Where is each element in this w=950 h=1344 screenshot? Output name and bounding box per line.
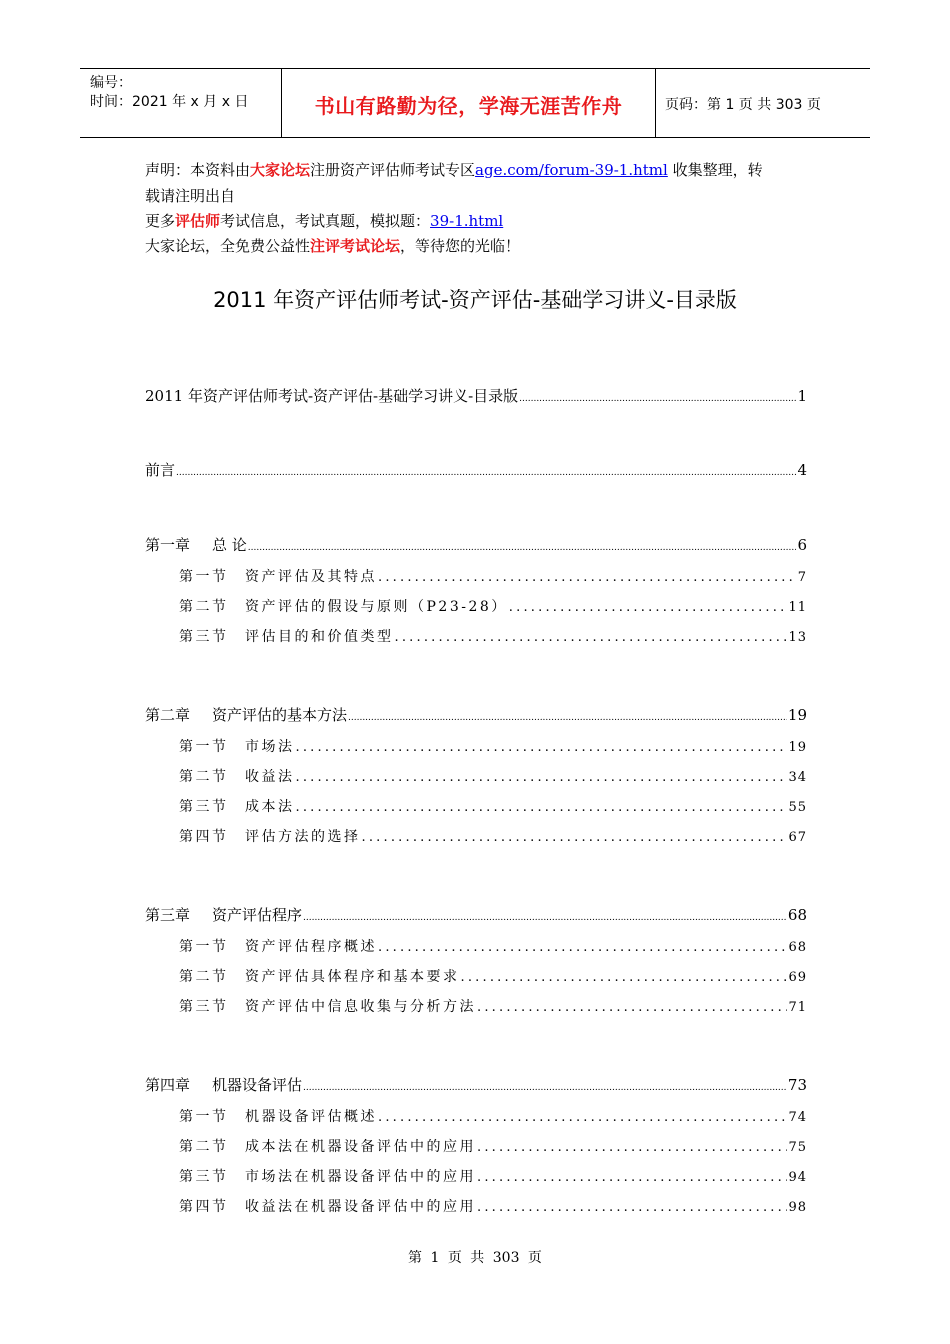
toc-page-number: 34 bbox=[788, 770, 807, 785]
toc-entry-title bbox=[179, 1136, 476, 1156]
toc-section-number: 第三节 bbox=[179, 799, 229, 815]
toc-section-entry[interactable] bbox=[179, 566, 807, 586]
toc-entry-label: 资产评估具体程序和基本要求 bbox=[245, 969, 460, 985]
toc-leader-dots bbox=[477, 1170, 787, 1185]
toc-entry-title bbox=[179, 996, 476, 1016]
toc-leader-dots bbox=[296, 740, 788, 755]
toc-section-entry[interactable] bbox=[179, 796, 807, 816]
document-title: 2011 年资产评估师考试-资产评估-基础学习讲义-目录版 bbox=[213, 288, 737, 312]
toc-entry-title bbox=[179, 966, 460, 986]
notice-text: 考试信息，考试真题，模拟题： bbox=[220, 212, 431, 230]
toc-entry-label: 成本法 bbox=[245, 799, 295, 815]
toc-leader-dots bbox=[519, 394, 796, 404]
page-footer: 第 1 页 共 303 页 bbox=[408, 1250, 542, 1266]
toc-leader-dots bbox=[378, 570, 797, 585]
toc-chapter-entry[interactable] bbox=[145, 385, 807, 406]
toc-entry-title bbox=[179, 1166, 476, 1186]
toc-section-entry[interactable] bbox=[179, 766, 807, 786]
toc-leader-dots bbox=[395, 630, 788, 645]
toc-section-entry[interactable] bbox=[179, 1196, 807, 1216]
toc-entry-label: 机器设备评估概述 bbox=[245, 1109, 377, 1125]
toc-page-number: 75 bbox=[788, 1140, 807, 1155]
toc-entry-title bbox=[145, 904, 302, 925]
toc-section-number: 第二节 bbox=[179, 599, 229, 615]
toc-entry-title bbox=[179, 1196, 476, 1216]
notice-line-4 bbox=[145, 234, 810, 258]
toc-section-number: 第一节 bbox=[179, 1109, 229, 1125]
toc-page-number: 11 bbox=[788, 600, 807, 615]
toc-page-number: 71 bbox=[788, 1000, 807, 1015]
toc-entry-label: 成本法在机器设备评估中的应用 bbox=[245, 1139, 476, 1155]
toc-section-number: 第二节 bbox=[179, 969, 229, 985]
toc-entry-label: 资产评估的基本方法 bbox=[212, 706, 348, 724]
toc-page-number: 98 bbox=[788, 1200, 807, 1215]
toc-leader-dots bbox=[296, 770, 788, 785]
header-page-info: 页码：第 1 页 共 303 页 bbox=[665, 97, 821, 113]
toc-leader-dots bbox=[477, 1200, 787, 1215]
toc-entry-label: 市场法在机器设备评估中的应用 bbox=[245, 1169, 476, 1185]
document-header bbox=[80, 68, 870, 138]
toc-section-entry[interactable] bbox=[179, 1136, 807, 1156]
toc-entry-label: 机器设备评估 bbox=[212, 1076, 303, 1094]
toc-entry-title bbox=[179, 596, 508, 616]
notice-line-3 bbox=[145, 209, 810, 233]
toc-section-number: 第四节 bbox=[179, 829, 229, 845]
toc-entry-label: 收益法 bbox=[245, 769, 295, 785]
toc-page-number: 7 bbox=[797, 570, 807, 585]
toc-page-number: 1 bbox=[797, 387, 807, 405]
toc-entry-label: 前言 bbox=[145, 461, 176, 479]
toc-section-entry[interactable] bbox=[179, 1166, 807, 1186]
toc-leader-dots bbox=[303, 1083, 787, 1093]
toc-section-entry[interactable] bbox=[179, 996, 807, 1016]
toc-chapter-entry[interactable] bbox=[145, 704, 807, 725]
toc-entry-title bbox=[179, 936, 377, 956]
toc-leader-dots bbox=[461, 970, 788, 985]
toc-page-number: 19 bbox=[788, 740, 807, 755]
toc-section-entry[interactable] bbox=[179, 826, 807, 846]
toc-entry-label: 资产评估程序概述 bbox=[245, 939, 377, 955]
toc-entry-label: 2011 年资产评估师考试-资产评估-基础学习讲义-目录版 bbox=[145, 387, 519, 405]
toc-page-number: 67 bbox=[788, 830, 807, 845]
toc-page-number: 19 bbox=[787, 706, 807, 724]
toc-entry-label: 总 论 bbox=[212, 536, 247, 554]
toc-section-entry[interactable] bbox=[179, 626, 807, 646]
number-label: 编号： bbox=[90, 75, 132, 91]
toc-leader-dots bbox=[348, 713, 787, 723]
toc-chapter-entry[interactable] bbox=[145, 459, 807, 480]
toc-chapter-entry[interactable] bbox=[145, 1074, 807, 1095]
toc-section-number: 第一节 bbox=[179, 569, 229, 585]
toc-leader-dots bbox=[362, 830, 788, 845]
toc-leader-dots bbox=[176, 468, 796, 478]
toc-leader-dots bbox=[296, 800, 788, 815]
toc-section-entry[interactable] bbox=[179, 936, 807, 956]
header-meta-cell bbox=[80, 69, 282, 137]
toc-entry-title bbox=[145, 704, 347, 725]
toc-entry-title bbox=[179, 766, 295, 786]
exam-link[interactable]: 39-1.html bbox=[430, 212, 504, 230]
exam-highlight: 评估师 bbox=[175, 212, 221, 230]
toc-entry-label: 资产评估程序 bbox=[212, 906, 303, 924]
toc-entry-label: 收益法在机器设备评估中的应用 bbox=[245, 1199, 476, 1215]
toc-entry-title bbox=[145, 459, 175, 480]
toc-section-number: 第三节 bbox=[179, 999, 229, 1015]
header-page-cell bbox=[656, 69, 870, 137]
toc-entry-label: 评估方法的选择 bbox=[245, 829, 361, 845]
toc-section-number: 第二节 bbox=[179, 1139, 229, 1155]
toc-leader-dots bbox=[378, 1110, 787, 1125]
toc-entry-title bbox=[145, 1074, 302, 1095]
toc-page-number: 68 bbox=[788, 940, 807, 955]
toc-entry-label: 评估目的和价值类型 bbox=[245, 629, 394, 645]
toc-leader-dots bbox=[303, 913, 787, 923]
header-motto: 书山有路勤为径，学海无涯苦作舟 bbox=[314, 94, 623, 118]
toc-section-number: 第四节 bbox=[179, 1199, 229, 1215]
toc-entry-title bbox=[145, 385, 518, 406]
toc-page-number: 13 bbox=[788, 630, 807, 645]
toc-entry-title bbox=[179, 796, 295, 816]
header-motto-cell bbox=[282, 69, 656, 137]
toc-page-number: 69 bbox=[788, 970, 807, 985]
toc-entry-label: 资产评估及其特点 bbox=[245, 569, 377, 585]
toc-chapter-number: 第二章 bbox=[145, 706, 191, 724]
time-label: 时间：2021 年 x 月 x 日 bbox=[90, 94, 249, 110]
toc-chapter-number: 第一章 bbox=[145, 536, 191, 554]
toc-section-number: 第一节 bbox=[179, 739, 229, 755]
toc-page-number: 73 bbox=[787, 1076, 807, 1094]
toc-entry-label: 市场法 bbox=[245, 739, 295, 755]
toc-chapter-entry[interactable] bbox=[145, 904, 807, 925]
toc-section-entry[interactable] bbox=[179, 1106, 807, 1126]
notice-text: 声明：本资料由 bbox=[145, 161, 251, 179]
toc-entry-title bbox=[179, 826, 361, 846]
toc-page-number: 68 bbox=[787, 906, 807, 924]
toc-section-entry[interactable] bbox=[179, 736, 807, 756]
toc-entry-title bbox=[145, 534, 247, 555]
notice-text: 载请注明出自 bbox=[145, 187, 236, 205]
notice-text: 大家论坛，全免费公益性 bbox=[145, 237, 311, 255]
toc-chapter-number: 第三章 bbox=[145, 906, 191, 924]
toc-page-number: 6 bbox=[797, 536, 807, 554]
notice-line-1 bbox=[145, 158, 810, 182]
toc-section-entry[interactable] bbox=[179, 966, 807, 986]
forum-highlight: 注评考试论坛 bbox=[310, 237, 401, 255]
toc-leader-dots bbox=[378, 940, 787, 955]
toc-leader-dots bbox=[477, 1000, 787, 1015]
toc-section-number: 第一节 bbox=[179, 939, 229, 955]
toc-entry-label: 资产评估中信息收集与分析方法 bbox=[245, 999, 476, 1015]
toc-entry-title bbox=[179, 1106, 377, 1126]
toc-section-entry[interactable] bbox=[179, 596, 807, 616]
toc-entry-label: 资产评估的假设与原则（P23-28） bbox=[245, 599, 508, 615]
forum-link[interactable]: age.com/forum-39-1.html bbox=[475, 161, 668, 179]
toc-chapter-number: 第四章 bbox=[145, 1076, 191, 1094]
toc-leader-dots bbox=[509, 600, 788, 615]
toc-page-number: 74 bbox=[788, 1110, 807, 1125]
notice-text: 注册资产评估师考试专区 bbox=[310, 161, 476, 179]
toc-entry-title bbox=[179, 626, 394, 646]
toc-section-number: 第三节 bbox=[179, 629, 229, 645]
notice-text: 更多 bbox=[145, 212, 176, 230]
toc-section-number: 第二节 bbox=[179, 769, 229, 785]
toc-section-number: 第三节 bbox=[179, 1169, 229, 1185]
toc-leader-dots bbox=[248, 543, 797, 553]
toc-leader-dots bbox=[477, 1140, 787, 1155]
toc-page-number: 94 bbox=[788, 1170, 807, 1185]
notice-text: 收集整理，转 bbox=[667, 161, 763, 179]
notice-text: ，等待您的光临！ bbox=[400, 237, 521, 255]
toc-chapter-entry[interactable] bbox=[145, 534, 807, 555]
notice-line-2 bbox=[145, 184, 810, 208]
toc-page-number: 55 bbox=[788, 800, 807, 815]
toc-page-number: 4 bbox=[797, 461, 807, 479]
forum-name-highlight: 大家论坛 bbox=[250, 161, 311, 179]
toc-entry-title bbox=[179, 736, 295, 756]
toc-entry-title bbox=[179, 566, 377, 586]
